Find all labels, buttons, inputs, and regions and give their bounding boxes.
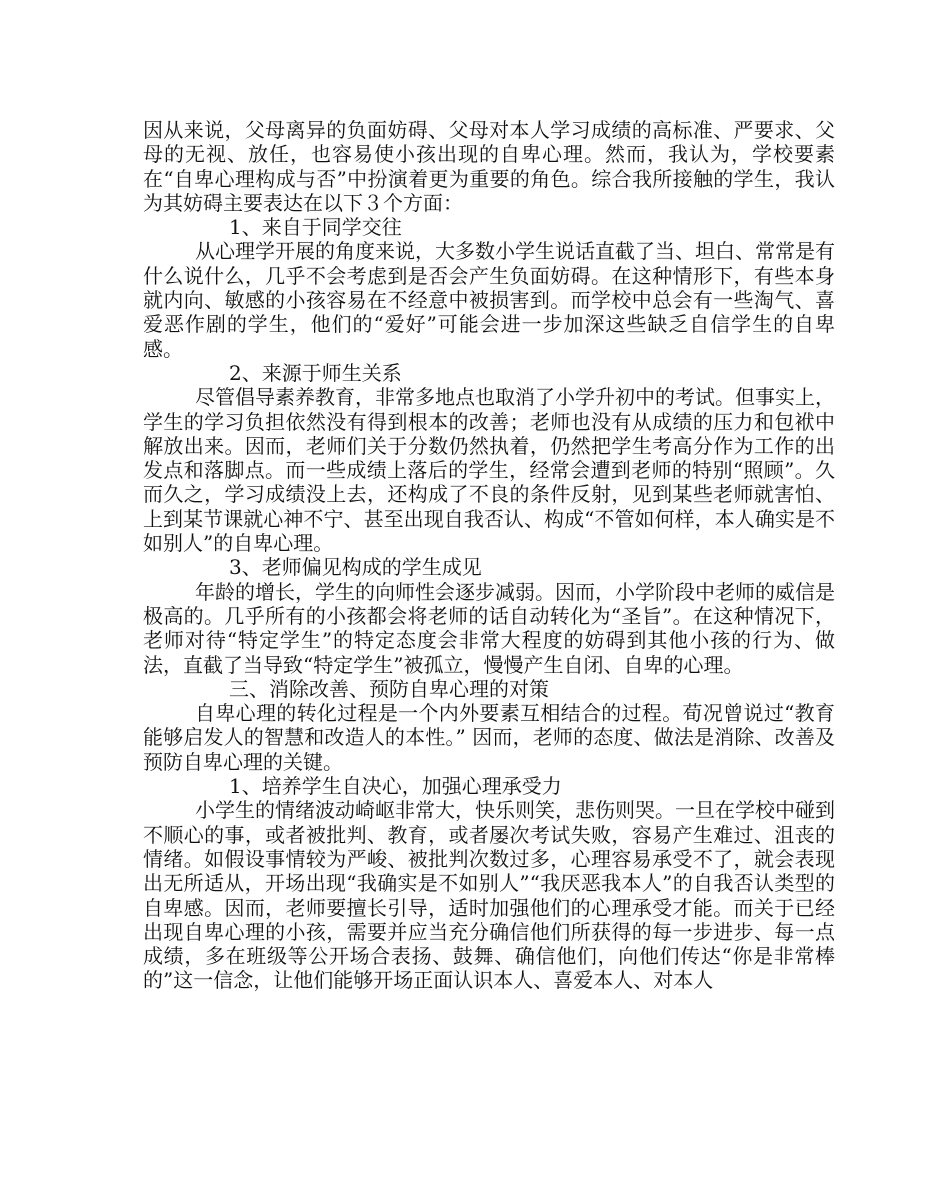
paragraph-countermeasures: 自卑心理的转化过程是一个内外要素互相结合的过程。荀况曾说过“教育能够启发人的智慧和改造人的本性。” 因而，老师的态度、做法是消除、改善及预防自卑心理的关键。 xyxy=(143,701,835,774)
document-body xyxy=(143,118,835,993)
heading-teacher-bias: 3、老师偏见构成的学生成见 xyxy=(229,555,482,580)
paragraph-teacher-student: 尽管倡导素养教育，非常多地点也取消了小学升初中的考试。但事实上，学生的学习负担依然没有得到根本的改善；老师也没有从成绩的压力和包袱中解放出来。因而，老师们关于分数仍然执着，仍然把学生考高分作为工作的出发点和落脚点。而一些成绩上落后的学生，经常会遭到老师的特别“照顾”。久而久之，学习成绩没上去，还构成了不良的条件反射，见到某些老师就害怕、上到某节课就心神不宁、甚至出现自我否认、构成“不管如何样，本人确实是不如别人”的自卑心理。 xyxy=(143,385,835,556)
paragraph-peer-interaction: 从心理学开展的角度来说，大多数小学生说话直截了当、坦白、常常是有什么说什么，几乎不会考虑到是否会产生负面妨碍。在这种情形下，有些本身就内向、敏感的小孩容易在不经意中被损害到。而学校中总会有一些淘气、喜爱恶作剧的学生，他们的“爱好”可能会进一步加深这些缺乏自信学生的自卑感。 xyxy=(143,239,835,361)
heading-peer-interaction: 1、来自于同学交往 xyxy=(229,215,402,240)
paragraph-self-confidence: 小学生的情绪波动崎岖非常大，快乐则笑，悲伤则哭。一旦在学校中碰到不顺心的事，或者被批判、教育，或者屡次考试失败，容易产生难过、沮丧的情绪。如假设事情较为严峻、被批判次数过多，心理容易承受不了，就会表现出无所适从，开场出现“我确实是不如别人”“我厌恶我本人”的自我否认类型的自卑感。因而，老师要擅长引导，适时加强他们的心理承受才能。而关于已经出现自卑心理的小孩，需要并应当充分确信他们所获得的每一步进步、每一点成绩，多在班级等公开场合表扬、鼓舞、确信他们，向他们传达“你是非常棒的”这一信念，让他们能够开场正面认识本人、喜爱本人、对本人 xyxy=(143,798,835,993)
paragraph-teacher-bias: 年龄的增长，学生的向师性会逐步减弱。因而，小学阶段中老师的威信是极高的。几乎所有的小孩都会将老师的话自动转化为“圣旨”。在这种情况下，老师对待“特定学生”的特定态度会非常大程度的妨碍到其他小孩的行为、做法，直截了当导致“特定学生”被孤立，慢慢产生自闭、自卑的心理。 xyxy=(143,579,835,677)
heading-countermeasures: 三、消除改善、预防自卑心理的对策 xyxy=(229,676,549,701)
heading-self-confidence: 1、培养学生自决心，加强心理承受力 xyxy=(229,774,562,799)
heading-teacher-student: 2、来源于师生关系 xyxy=(229,360,402,385)
paragraph-family-factors: 因从来说，父母离异的负面妨碍、父母对本人学习成绩的高标准、严要求、父母的无视、放任，也容易使小孩出现的自卑心理。然而，我认为，学校要素在“自卑心理构成与否”中扮演着更为重要的角色。综合我所接触的学生，我认为其妨碍主要表达在以下３个方面： xyxy=(143,118,835,215)
